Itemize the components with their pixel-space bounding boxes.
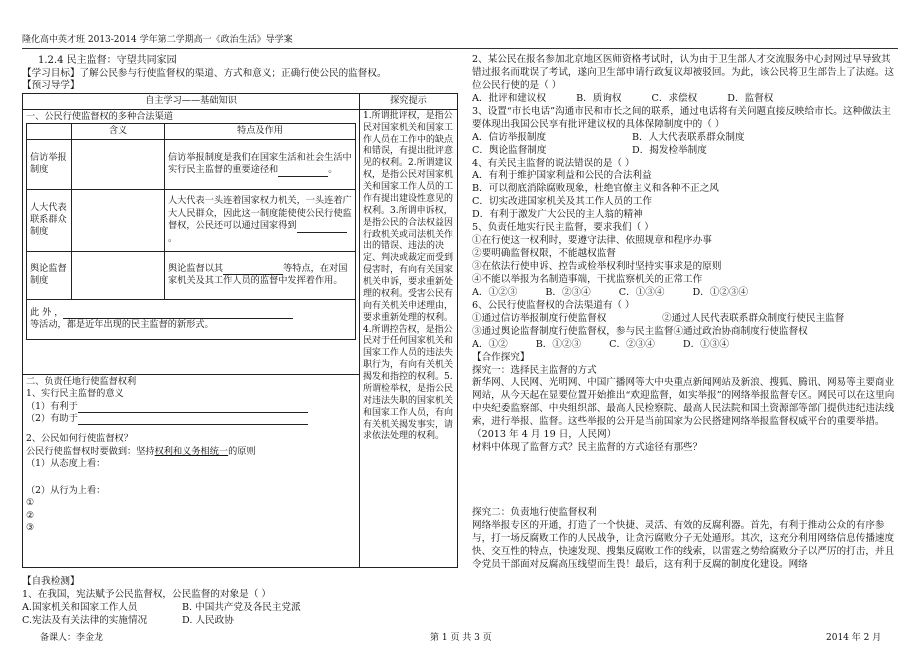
footer-author: 备课人：李金龙 bbox=[40, 633, 104, 643]
channels-cell bbox=[23, 109, 360, 374]
row-text-xinfang: 信访举报制度是我们在国家生活和社会生活中实行民主监督的重要途径和 。 bbox=[165, 139, 356, 189]
question-3: 3、设置“市长电话”沟通市民和市长之间的联系，通过电话将有关问题直接反映给市长。这种做法主要体现出我国公民享有批评建议权的具体保障制度中的（ ） bbox=[472, 105, 891, 130]
question-2: 2、某公民在报名参加北京地区医师资格考试时，认为由于卫生部人才交流服务中心封网过早导致其错过报名而耽误了考试，遂向卫生部申请行政复议却被驳回。为此，该公民将卫生部告上了法庭。这位公民行使的是（ ） bbox=[472, 54, 895, 91]
explore-2-text: 网络举报专区的开通，打造了一个快捷、灵活、有效的反腐利器。首先，有利于推动公众的有序参与，打一场反腐败工作的人民战争，让贪污腐败分子无处遁形。其次，这充分利用网络信息传播速度快、交互性的特点，快速发现、搜集反腐败工作的线索，以雷霆之势给腐败分子以严厉的打击，并且令党员干部面对反腐高压线望而生畏！最后，这有利于反腐的制度化建设。网络 bbox=[472, 520, 895, 570]
row-name-media: 舆论监督制度 bbox=[27, 251, 72, 299]
learning-objective: 【学习目标】了解公民参与行使监督权的渠道、方式和意义；正确行使公民的监督权。 bbox=[22, 67, 387, 79]
explore-1-title: 探究一：选择民主监督的方式 bbox=[472, 364, 597, 376]
meaning-b: （2）有助于 bbox=[26, 413, 356, 425]
feature-head: 特点及作用 bbox=[165, 124, 356, 139]
row-text-media: 舆论监督以其 等特点，在对国家机关及其工作人员的监督中发挥着作用。 bbox=[165, 251, 356, 299]
explore-1-question: 材料中体现了监督方式？民主监督的方式途径有那些？ bbox=[472, 442, 703, 454]
how-question: 2、公民如何行使监督权？ bbox=[26, 433, 133, 445]
mark-2: ② bbox=[26, 509, 35, 521]
self-check-label: 【自我检测】 bbox=[22, 575, 80, 587]
header-rule bbox=[22, 48, 898, 49]
row-name-xinfang: 信访举报制度 bbox=[27, 139, 72, 189]
self-check-q1: 1、在我国，宪法赋予公民监督权，公民监督的对象是（ ） bbox=[22, 588, 271, 600]
lesson-title: 1.2.4 民主监督：守望共同家园 bbox=[38, 55, 177, 66]
how-principle: 公民行使监督权时要做到：坚持权利和义务相统一的原则 bbox=[26, 445, 256, 457]
other-forms: 此 外 ， 等活动，都是近年出现的民主监督的新形式。 bbox=[27, 299, 356, 339]
coop-label: 【合作探究】 bbox=[472, 351, 530, 363]
right-column: 2、某公民在报名参加北京地区医师资格考试时，认为由于卫生部人才交流服务中心封网过早导致其错过报名而耽误了考试，遂向卫生部申请行政复议却被驳回。为此，该公民将卫生部告上了法庭。这位公民行使的是（ ） A．批评和建议权 B．质询权 C．求偿权 D．监督权 3、设置“市长电话”沟通市民和市长之间的联系，通过电话将有关问题直接反映给市长。这种做法主要体现出我国公民享有批评建议权的具体保障制度中的（ ） A．信访举报制度 B．人大代表联系群众制度 C．舆论监督制度 D．揭发检举制度 4、有关民主监督的说法错误的是（ ） A．有利于维护国家利益和公民的合法利益 B．可以彻底消除腐败现象，杜绝官僚主义和各种不正之风 C．切实改进国家机关及其工作人员的工作 D．有利于激发广大公民的主人翁的精神 5、负责任地实行民主监督，要求我们（ ） ①在行使这一权利时，要遵守法律、依照规章和程序办事 ②要明确监督权限，不能越权监督 ③在依法行使申诉、控告或检举权利时坚持实事求是的原则 ④不能以举报为名制造事端，干扰监察机关的正常工作 A．①②③ B．②③④ C．①③④ D．①②③④ 6、公民行使监督权的合法渠道有（ ） ①通过信访举报制度行使监督权 ②通过人民代表联系群众制度行使民主监督 ③通过舆论监督制度行使监督权，参与民主监督④通过政治协商制度行使监督权 A．①② B．①②③ C．②③④ D．①③④ 【合作探究】 探究一：选择民主监督的方式 新华网、人民网、光明网、中国广播网等大中央重点新闻网站及新浪、搜狐、腾讯、网易等主要商业网站，从今天起在显要位置开始推出“欢迎监督，如实举报”的网络举报监督专区。网民可以在这里向中央纪委监察部、中央组织部、最高人民检察院、最高人民法院和国土资源部等部门提供违纪违法线索，进行举报、监督。这些举报的公开是当前国家为公民搭建网络举报监督权威平台的重要举措。（2013 年 4 月 19 日，人民网） 材料中体现了监督方式？民主监督的方式途径有那些？ 探究二：负责地行使监督权利 网络举报专区的开通，打造了一个快捷、灵活、有效的反腐利器。首先，有利于推动公众的有序参与，打一场反腐败工作的人民战争，让贪污腐败分子无处遁形。其次，这充分利用网络信息传播速度快、交互性的特点，快速发现、搜集反腐败工作的线索，以雷霆之势给腐败分子以严厉的打击，并且令党员干部面对反腐高压线望而生畏！最后，这有利于反腐的制度化建设。网络 bbox=[472, 54, 900, 572]
preview-table bbox=[22, 93, 458, 567]
behavior-line: （2）从行为上看： bbox=[26, 484, 106, 496]
footer-page: 第 1 页 共 3 页 bbox=[430, 633, 492, 643]
duty-cell bbox=[23, 374, 360, 567]
hint-head: 探究提示 bbox=[360, 94, 458, 109]
question-6: 6、公民行使监督权的合法渠道有（ ） bbox=[472, 299, 635, 311]
page-header: 隆化高中英才班 2013-2014 学年第二学期高一《政治生活》导学案 bbox=[22, 35, 293, 45]
meaning-question: 1、实行民主监督的意义 bbox=[26, 388, 124, 400]
hint-cell: 1.所谓批评权，是指公民对国家机关和国家工作人员在工作中的缺点和错误，有提出批评意见的权利。2.所谓建议权，是指公民对国家机关和国家工作人员的工作有提出建设性意见的权利。3.所谓申诉权，是指公民的合法权益因行政机关或司法机关作出的错误、违法的决定、判决或裁定而受到侵害时，有向有关国家机关申诉，要求重新处理的权利。受害公民有向有关机关申述理由，要求重新处理的权利。4.所谓控告权，是指公民对于任何国家机关和国家工作人员的违法失职行为，有向有关机关揭发和指控的权利。5.所谓检举权，是指公民对违法失职的国家机关和国家工作人员，有向有关机关揭发事实，请求依法处理的权利。 bbox=[360, 109, 458, 567]
mark-1: ① bbox=[26, 497, 35, 509]
row-text-npc: 人大代表一头连着国家权力机关，一头连着广大人民群众，因此这一制度能使使公民行使监督权，公民还可以通过国家得到。 bbox=[165, 189, 356, 251]
section-two-title: 二、负责任地行使监督权利 bbox=[26, 375, 137, 387]
mark-3: ③ bbox=[26, 522, 35, 534]
section-one-title: 一、公民行使监督权的多种合法渠道 bbox=[26, 110, 173, 122]
preview-label: 【预习导学】 bbox=[22, 80, 80, 92]
left-column: 1.2.4 民主监督：守望共同家园 【学习目标】了解公民参与行使监督权的渠道、方式和意义；正确行使公民的监督权。 【预习导学】 自主学习——基础知识 探究提示 一、公民行使监督权的多种合法渠道 含义 特点及作用 信访举报制度 信访举报制度是我们在国家生活和社会生活中实行民主监督的重要途径和 。 人大代表联系群众制度 人大代表一头连着国家权力机关，一头连着广大人民群众，因此这一制度能使使公民行使监督权，公民还可以通过国家得到。 舆论监督制度 舆论监督以其 等特点，在对国家机关及其工作人员的监督中发挥着作用。 此 外 ， 等活动，都是近年出现的民主监督的新形式。 1.所谓批评权，是指公民对国家机关和国家工作人员在工作中的缺点和错误，有提出批评意见的权利。2.所谓建议权，是指公民对国家机关和国家工作人员的工作有提出建设性意见的权利。3.所谓申诉权，是指公民的合法权益因行政机关或司法机关作出的错误、违法的决定、判决或裁定而受到侵害时，有向有关国家机关申诉，要求重新处理的权利。受害公民有向有关机关申述理由，要求重新处理的权利。4.所谓控告权，是指公民对于任何国家机关和国家工作人员的违法失职行为，有向有关机关揭发和指控的权利。5.所谓检举权，是指公民对违法失职的国家机关和国家工作人员，有向有关机关揭发事实，请求依法处理的权利。 二、负责任地行使监督权利 1、实行民主监督的意义 （1）有利于 （2）有助于 2、公民如何行使监督权？ 公民行使监督权时要做到：坚持权利和义务相统一的原则 （1）从态度上看： （2）从行为上看： ① ② ③ 【自我检测】 1、在我国，宪法赋予公民监督权，公民监督的对象是（ ） A.国家机关和国家工作人员 B. 中国共产党及各民主党派 C.宪法及有关法律的实施情况 D. 人民政协 bbox=[22, 54, 458, 628]
attitude-line: （1）从态度上看： bbox=[26, 458, 106, 470]
self-study-head: 自主学习——基础知识 bbox=[23, 94, 360, 109]
question-4: 4、有关民主监督的说法错误的是（ ） bbox=[472, 157, 635, 169]
channels-table bbox=[26, 123, 356, 339]
explore-1-text: 新华网、人民网、光明网、中国广播网等大中央重点新闻网站及新浪、搜狐、腾讯、网易等主要商业网站，从今天起在显要位置开始推出“欢迎监督，如实举报”的网络举报监督专区。网民可以在这里向中央纪委监察部、中央组织部、最高人民检察院、最高人民法院和国土资源部等部门提供违纪违法线索，进行举报、监督。这些举报的公开是当前国家为公民搭建网络举报监督权威平台的重要举措。（2013 年 4 月 19 日，人民网） bbox=[472, 377, 895, 441]
question-5: 5、负责任地实行民主监督，要求我们（ ） bbox=[472, 222, 654, 234]
explore-2-title: 探究二：负责地行使监督权利 bbox=[472, 507, 597, 519]
footer-date: 2014 年 2 月 bbox=[826, 633, 882, 643]
meaning-a: （1）有利于 bbox=[26, 401, 356, 413]
row-name-npc: 人大代表联系群众制度 bbox=[27, 189, 72, 251]
meaning-head: 含义 bbox=[72, 124, 165, 139]
